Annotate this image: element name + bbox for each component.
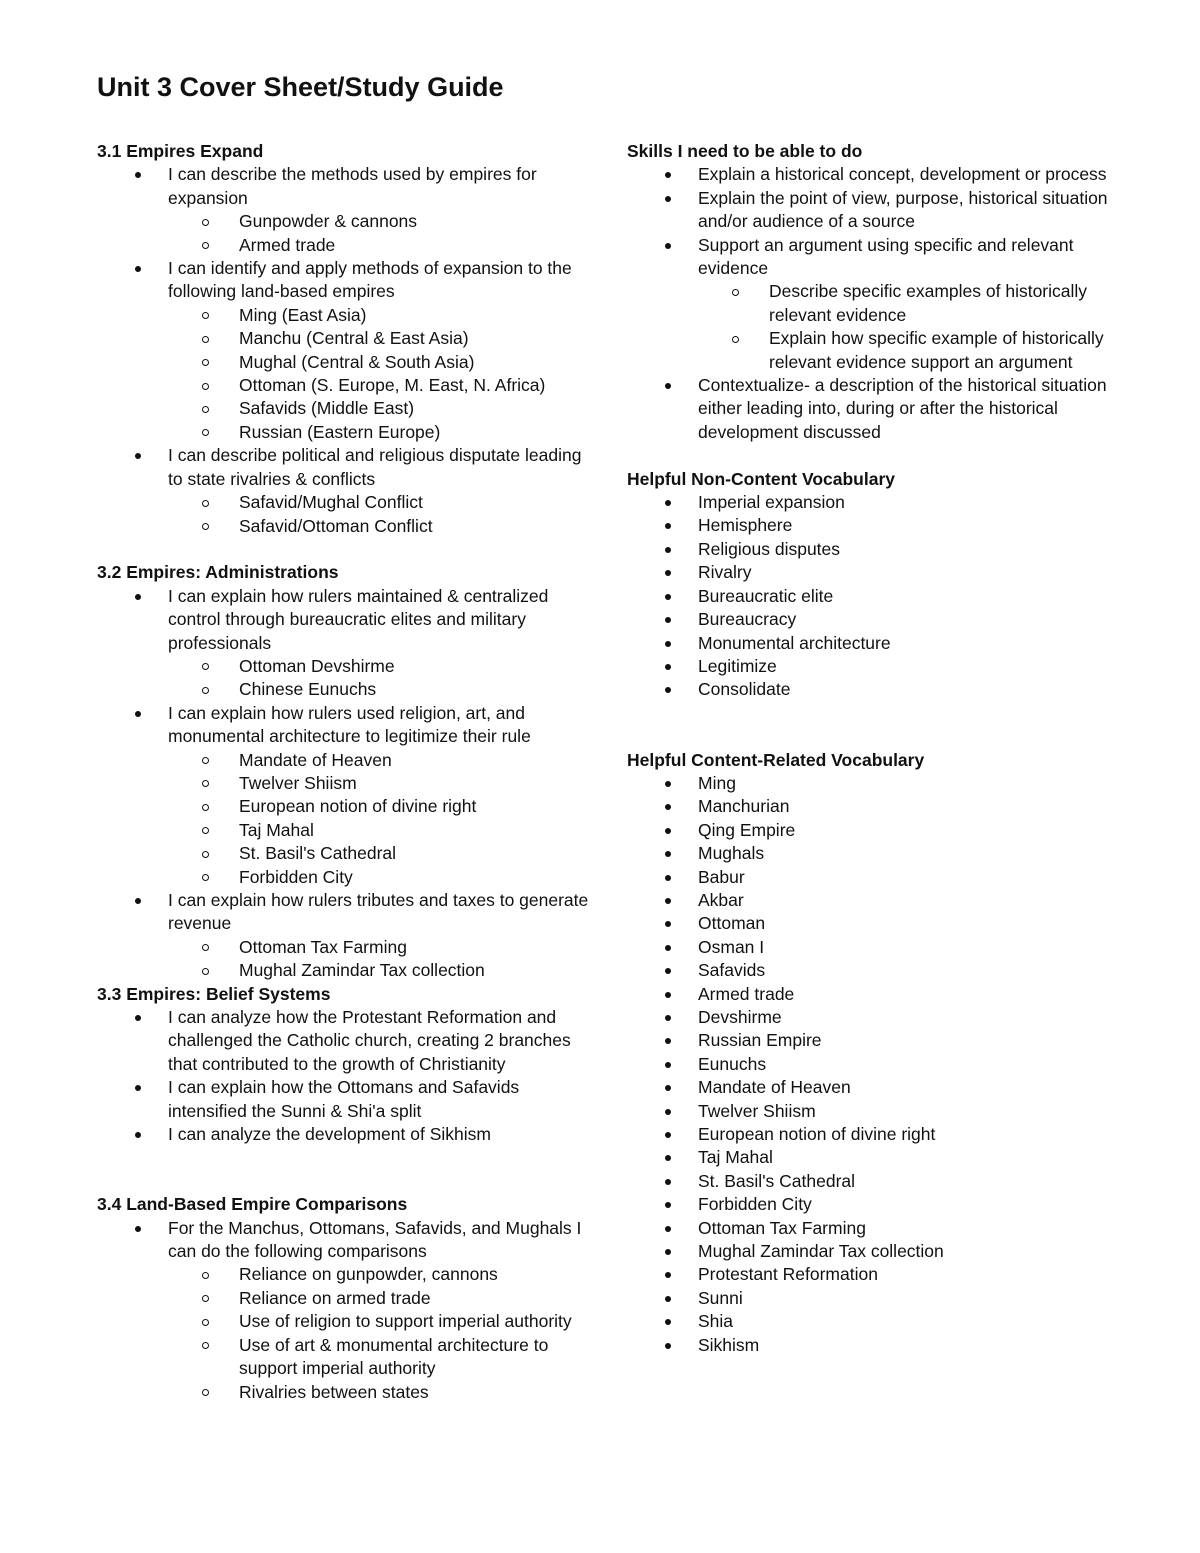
sub-list-item: Use of religion to support imperial authority [168, 1310, 597, 1333]
sub-list-item: Rivalries between states [168, 1381, 597, 1404]
sub-list [168, 210, 597, 257]
vocab-item: Manchurian [627, 795, 1147, 818]
sub-list [168, 491, 597, 538]
vocab-item: Russian Empire [627, 1029, 1147, 1052]
left-column [97, 140, 597, 1404]
vocab-item: Consolidate [627, 678, 1147, 701]
list-item: Explain a historical concept, development or process [627, 163, 1147, 186]
list-item: I can describe the methods used by empires for expansion Gunpowder & cannons Armed trade [97, 163, 597, 257]
section-heading-3-4: 3.4 Land-Based Empire Comparisons [97, 1194, 408, 1215]
sub-list-item: Explain how specific example of historically relevant evidence support an argument [698, 327, 1147, 374]
vocab-item: Hemisphere [627, 514, 1147, 537]
sub-list-item: Use of art & monumental architecture to support imperial authority [168, 1334, 597, 1381]
skills-list [627, 163, 1147, 444]
sub-list-item: Forbidden City [168, 866, 597, 889]
vocab-item: Bureaucracy [627, 608, 1147, 631]
sub-list [168, 655, 597, 702]
section-heading-3-3: 3.3 Empires: Belief Systems [97, 983, 331, 1004]
vocab-item: Mandate of Heaven [627, 1076, 1147, 1099]
sub-list-item: Safavid/Mughal Conflict [168, 491, 597, 514]
list-item: I can analyze the development of Sikhism [97, 1123, 597, 1146]
vocab-item: Imperial expansion [627, 491, 1147, 514]
list-item: I can analyze how the Protestant Reformation and challenged the Catholic church, creating 2 branches that contributed to the growth of Christianity [97, 1006, 597, 1076]
spacer [97, 1146, 597, 1193]
vocab-item: Sunni [627, 1287, 1147, 1310]
section-heading-3-1: 3.1 Empires Expand [97, 141, 264, 161]
sub-list [168, 304, 597, 444]
sub-list-item: Ottoman Devshirme [168, 655, 597, 678]
sub-list-item: Armed trade [168, 234, 597, 257]
content-vocab-heading: Helpful Content-Related Vocabulary [627, 749, 925, 770]
vocab-item: Ming [627, 772, 1147, 795]
right-column [627, 140, 1147, 1357]
spacer [97, 538, 597, 561]
vocab-item: Devshirme [627, 1006, 1147, 1029]
sub-list-item: Chinese Eunuchs [168, 678, 597, 701]
vocab-item: Protestant Reformation [627, 1263, 1147, 1286]
sub-list-item: Mandate of Heaven [168, 749, 597, 772]
section-3-4-list [97, 1217, 597, 1404]
list-item: I can explain how the Ottomans and Safavids intensified the Sunni & Shi'a split [97, 1076, 597, 1123]
vocab-item: Ottoman Tax Farming [627, 1217, 1147, 1240]
sub-list [168, 1263, 597, 1403]
content-vocab-list [627, 772, 1147, 1357]
vocab-item: Mughals [627, 842, 1147, 865]
vocab-item: Babur [627, 866, 1147, 889]
list-item: Explain the point of view, purpose, historical situation and/or audience of a source [627, 187, 1147, 234]
non-content-vocab-list [627, 491, 1147, 702]
vocab-item: Eunuchs [627, 1053, 1147, 1076]
sub-list-item: Ottoman (S. Europe, M. East, N. Africa) [168, 374, 597, 397]
sub-list-item: Ottoman Tax Farming [168, 936, 597, 959]
sub-list-item: Russian (Eastern Europe) [168, 421, 597, 444]
vocab-item: European notion of divine right [627, 1123, 1147, 1146]
page-title: Unit 3 Cover Sheet/Study Guide [97, 72, 504, 102]
vocab-item: Taj Mahal [627, 1146, 1147, 1169]
vocab-item: Legitimize [627, 655, 1147, 678]
sub-list-item: Reliance on gunpowder, cannons [168, 1263, 597, 1286]
sub-list-item: St. Basil's Cathedral [168, 842, 597, 865]
sub-list-item: European notion of divine right [168, 795, 597, 818]
list-item: I can explain how rulers used religion, art, and monumental architecture to legitimize their rule Mandate of Heaven Twelver Shiism European notion of divine right Taj Mahal St. Basil's Cathedral Forbidden City [97, 702, 597, 889]
sub-list-item: Twelver Shiism [168, 772, 597, 795]
vocab-item: Mughal Zamindar Tax collection [627, 1240, 1147, 1263]
vocab-item: Rivalry [627, 561, 1147, 584]
sub-list-item: Safavids (Middle East) [168, 397, 597, 420]
sub-list [168, 936, 597, 983]
list-item: I can explain how rulers maintained & centralized control through bureaucratic elites and military professionals Ottoman Devshirme Chinese Eunuchs [97, 585, 597, 702]
sub-list [698, 280, 1147, 374]
sub-list-item: Manchu (Central & East Asia) [168, 327, 597, 350]
vocab-item: Osman I [627, 936, 1147, 959]
sub-list-item: Gunpowder & cannons [168, 210, 597, 233]
skills-heading: Skills I need to be able to do [627, 141, 863, 161]
section-3-3-list [97, 1006, 597, 1146]
sub-list-item: Taj Mahal [168, 819, 597, 842]
sub-list-item: Safavid/Ottoman Conflict [168, 515, 597, 538]
spacer [627, 444, 1147, 467]
sub-list-item: Ming (East Asia) [168, 304, 597, 327]
list-item: Support an argument using specific and relevant evidence Describe specific examples of historically relevant evidence Explain how specific example of historically relevant evidence support an argument [627, 234, 1147, 374]
sub-list-item: Describe specific examples of historically relevant evidence [698, 280, 1147, 327]
list-item: Contextualize- a description of the historical situation either leading into, during or after the historical development discussed [627, 374, 1147, 444]
vocab-item: Qing Empire [627, 819, 1147, 842]
vocab-item: Safavids [627, 959, 1147, 982]
vocab-item: Armed trade [627, 983, 1147, 1006]
vocab-item: Sikhism [627, 1334, 1147, 1357]
sub-list-item: Reliance on armed trade [168, 1287, 597, 1310]
section-heading-3-2: 3.2 Empires: Administrations [97, 562, 339, 583]
sub-list-item: Mughal Zamindar Tax collection [168, 959, 597, 982]
spacer [627, 702, 1147, 749]
section-3-1-list [97, 163, 597, 538]
list-item: I can describe political and religious disputate leading to state rivalries & conflicts Safavid/Mughal Conflict Safavid/Ottoman Conflict [97, 444, 597, 538]
vocab-item: Religious disputes [627, 538, 1147, 561]
sub-list-item: Mughal (Central & South Asia) [168, 351, 597, 374]
vocab-item: Forbidden City [627, 1193, 1147, 1216]
vocab-item: Monumental architecture [627, 632, 1147, 655]
non-content-vocab-heading: Helpful Non-Content Vocabulary [627, 468, 896, 489]
section-3-2-list [97, 585, 597, 983]
list-item: I can identify and apply methods of expansion to the following land-based empires Ming (East Asia) Manchu (Central & East Asia) Mughal (Central & South Asia) Ottoman (S. Europe, M. East, N. Africa) Safavids (Middle East) Russian (Eastern Europe) [97, 257, 597, 444]
vocab-item: St. Basil's Cathedral [627, 1170, 1147, 1193]
vocab-item: Shia [627, 1310, 1147, 1333]
sub-list [168, 749, 597, 889]
vocab-item: Akbar [627, 889, 1147, 912]
vocab-item: Bureaucratic elite [627, 585, 1147, 608]
list-item: For the Manchus, Ottomans, Safavids, and Mughals I can do the following comparisons Reliance on gunpowder, cannons Reliance on armed trade Use of religion to support imperial authority Use of art & monumental architecture to support imperial authority Rivalries between states [97, 1217, 597, 1404]
vocab-item: Twelver Shiism [627, 1100, 1147, 1123]
vocab-item: Ottoman [627, 912, 1147, 935]
list-item: I can explain how rulers tributes and taxes to generate revenue Ottoman Tax Farming Mughal Zamindar Tax collection [97, 889, 597, 983]
